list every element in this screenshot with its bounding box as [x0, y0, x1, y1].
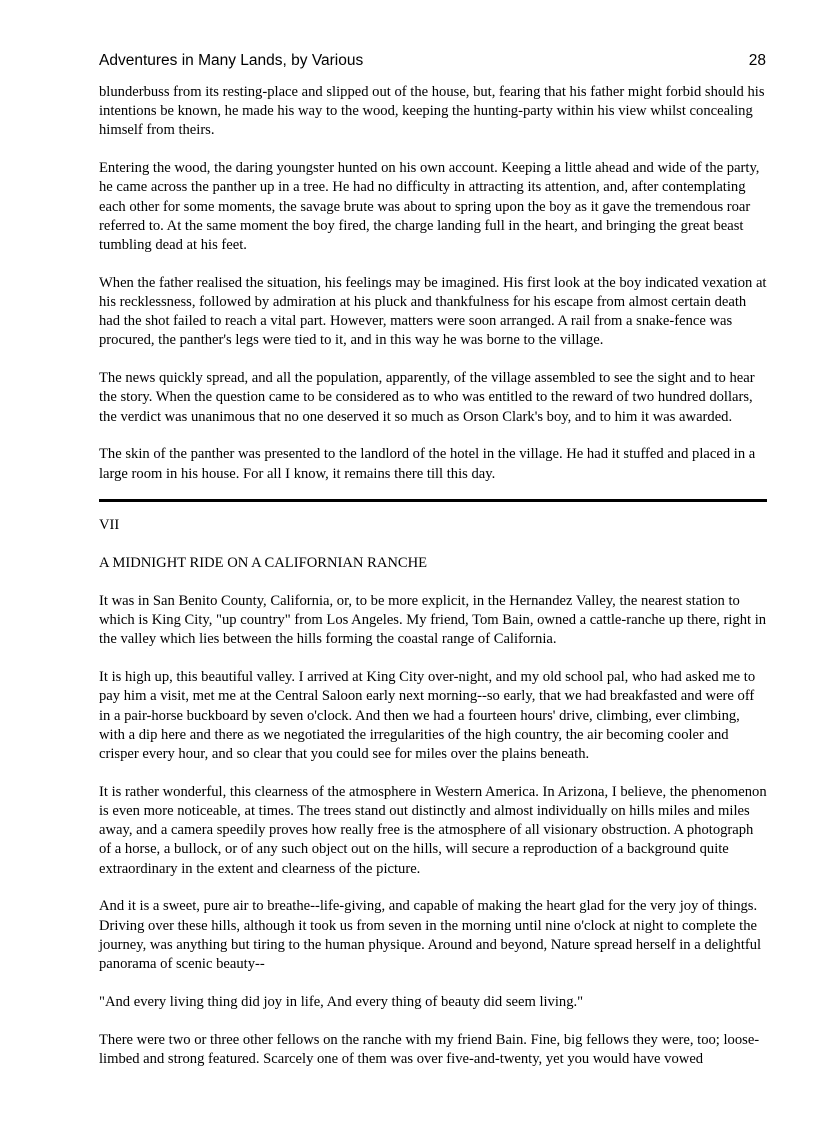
paragraph: It is high up, this beautiful valley. I arrived at King City over-night, and my old school pal, who had asked me to pay him a visit, met me at the Central Saloon early next morning--so early, that we had breakfasted and were off in a pair-horse buckboard by seven o'clock. And then we had a fourteen hours' drive, climbing, ever climbing, with a dip here and there as we negotiated the irregularities of the high country, the air becoming cooler and crisper every hour, and so clear that you could see for miles over the plains beneath. — [99, 669, 756, 763]
paragraph: It was in San Benito County, California, or, to be more explicit, in the Hernandez Valley, the nearest station to which is King City, "up country" from Los Angeles. My friend, Tom Bain, owned a cattle-ranche up there, right in the valley which lies between the hills forming the coastal range of California. — [99, 593, 767, 648]
chapter-divider — [99, 499, 767, 502]
book-title: Adventures in Many Lands, by Various — [99, 52, 364, 69]
paragraph: It is rather wonderful, this clearness of the atmosphere in Western America. In Arizona, I believe, the phenomenon is even more noticeable, at times. The trees stand out distinctly and almost individually on hills miles and miles away, and a camera speedily proves how really free is the atmosphere of all visionary obstruction. A photograph of a horse, a bullock, or of any such object out on the hills, will secure a reproduction of a background quite extraordinary in the extent and clearness of the picture. — [99, 783, 767, 877]
paragraph: The skin of the panther was presented to the landlord of the hotel in the village. He had it stuffed and placed in a large room in his house. For all I know, it remains there till this day. — [99, 446, 756, 482]
paragraph: Entering the wood, the daring youngster hunted on his own account. Keeping a little ahead and wide of the party, he came across the panther up in a tree. He had no difficulty in attracting its attention, and, after contemplating each other for some moments, the savage brute was about to spring upon the boy as it gave the tremendous roar referred to. At the same moment the boy fired, the charge landing full in the heart, and bringing the great beast tumbling dead at his feet. — [99, 160, 760, 254]
paragraph: And it is a sweet, pure air to breathe--life-giving, and capable of making the heart glad for the very joy of things. Driving over these hills, although it took us from seven in the morning until nine o'clock at night to complete the journey, was anything but tiring to the human physique. Around and beyond, Nature spread herself in a delightful panorama of scenic beauty-- — [99, 898, 762, 973]
chapter-title: A MIDNIGHT RIDE ON A CALIFORNIAN RANCHE — [99, 555, 428, 572]
quotation: "And every living thing did joy in life, And every thing of beauty did seem living." — [99, 993, 584, 1010]
chapter-number: VII — [99, 517, 120, 534]
paragraph: When the father realised the situation, his feelings may be imagined. His first look at the boy indicated vexation at his recklessness, followed by admiration at his pluck and thankfulness for his escape from almost certain death had the shot failed to reach a vital part. However, matters were soon arranged. A rail from a snake-fence was procured, the panther's legs were tied to it, and in this way he was borne to the village. — [99, 274, 767, 349]
page-body — [99, 83, 767, 1088]
page-header — [99, 52, 766, 72]
paragraph: blunderbuss from its resting-place and slipped out of the house, but, fearing that his father might forbid should his intentions be known, he made his way to the wood, keeping the hunting-party within his view whilst concealing himself from theirs. — [99, 84, 765, 139]
page-number: 28 — [748, 52, 766, 69]
paragraph: There were two or three other fellows on the ranche with my friend Bain. Fine, big fellows they were, too; loose-limbed and strong featured. Scarcely one of them was over five-and-twenty, yet you would have vowed — [99, 1031, 760, 1067]
paragraph: The news quickly spread, and all the population, apparently, of the village assembled to see the sight and to hear the story. When the question came to be considered as to who was entitled to the reward of two hundred dollars, the verdict was unanimous that no one deserved it so much as Orson Clark's boy, and to him it was awarded. — [99, 370, 755, 425]
